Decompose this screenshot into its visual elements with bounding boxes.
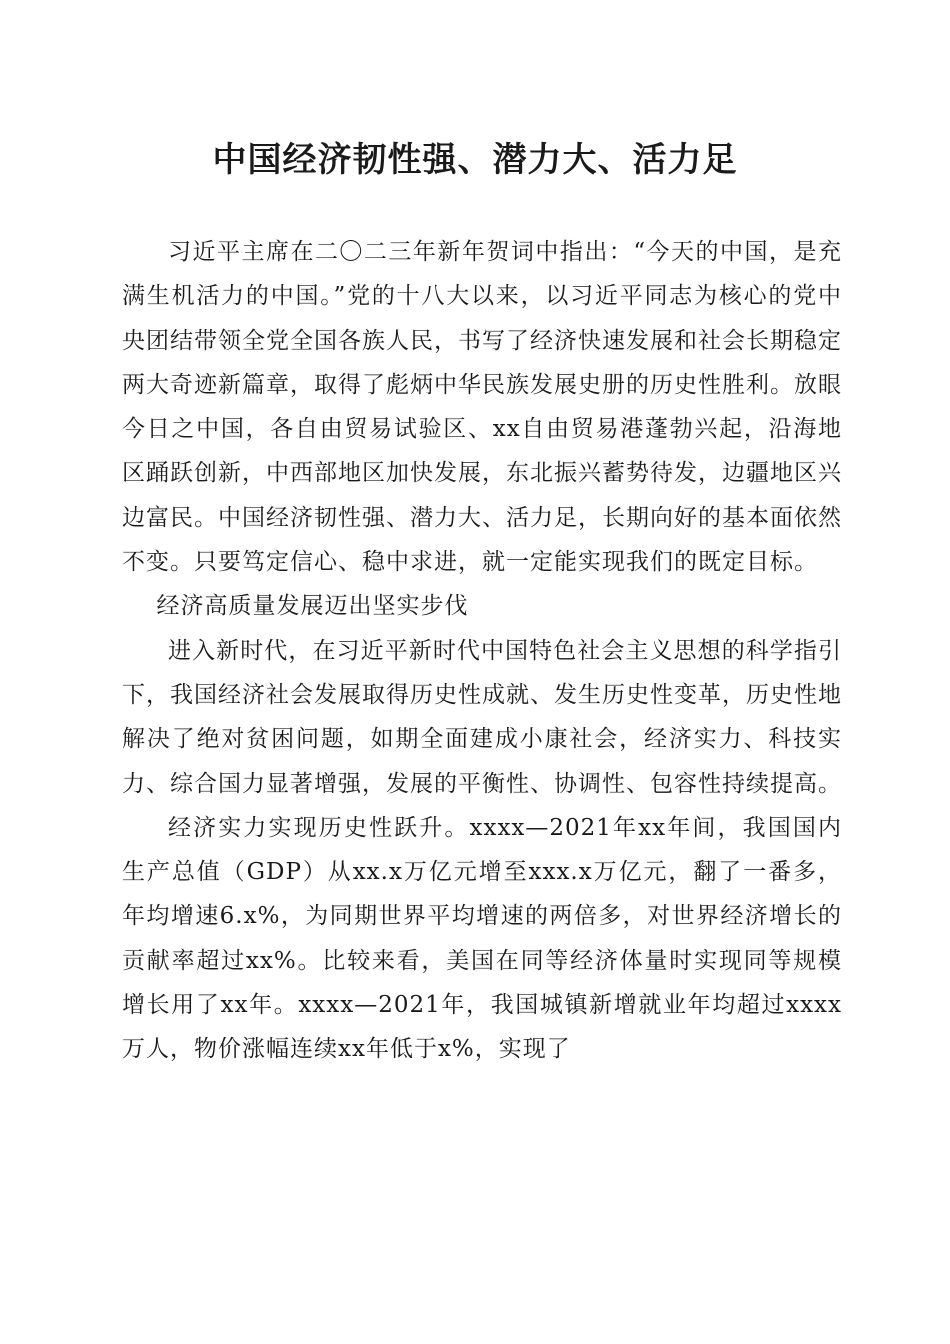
section-heading: 经济高质量发展迈出坚实步伐	[156, 593, 469, 620]
document-body	[122, 230, 842, 1072]
paragraph-economic-strength: 经济实力实现历史性跃升。xxxx—2021年xx年间，我国国内生产总值（GDP）从xx.x万亿元增至xxx.x万亿元，翻了一番多，年均增速6.x%，为同期世界平均增速的两倍多，对世界经济增长的贡献率超过xx%。比较来看，美国在同等经济体量时实现同等规模增长用了xx年。xxxx—2021年，我国城镇新增就业年均超过xxxx万人，物价涨幅连续xx年低于x%，实现了	[122, 814, 842, 1063]
paragraph-intro: 习近平主席在二〇二三年新年贺词中指出：“今天的中国，是充满生机活力的中国。”党的十八大以来，以习近平同志为核心的党中央团结带领全党全国各族人民，书写了经济快速发展和社会长期稳定两大奇迹新篇章，取得了彪炳中华民族发展史册的历史性胜利。放眼今日之中国，各自由贸易试验区、xx自由贸易港蓬勃兴起，沿海地区踊跃创新，中西部地区加快发展，东北振兴蓄势待发，边疆地区兴边富民。中国经济韧性强、潜力大、活力足，长期向好的基本面依然不变。只要笃定信心、稳中求进，就一定能实现我们的既定目标。	[122, 239, 842, 576]
paragraph-new-era: 进入新时代，在习近平新时代中国特色社会主义思想的科学指引下，我国经济社会发展取得历史性成就、发生历史性变革，历史性地解决了绝对贫困问题，如期全面建成小康社会，经济实力、科技实力、综合国力显著增强，发展的平衡性、协调性、包容性持续提高。	[122, 637, 842, 797]
document-title: 中国经济韧性强、潜力大、活力足	[212, 140, 738, 180]
